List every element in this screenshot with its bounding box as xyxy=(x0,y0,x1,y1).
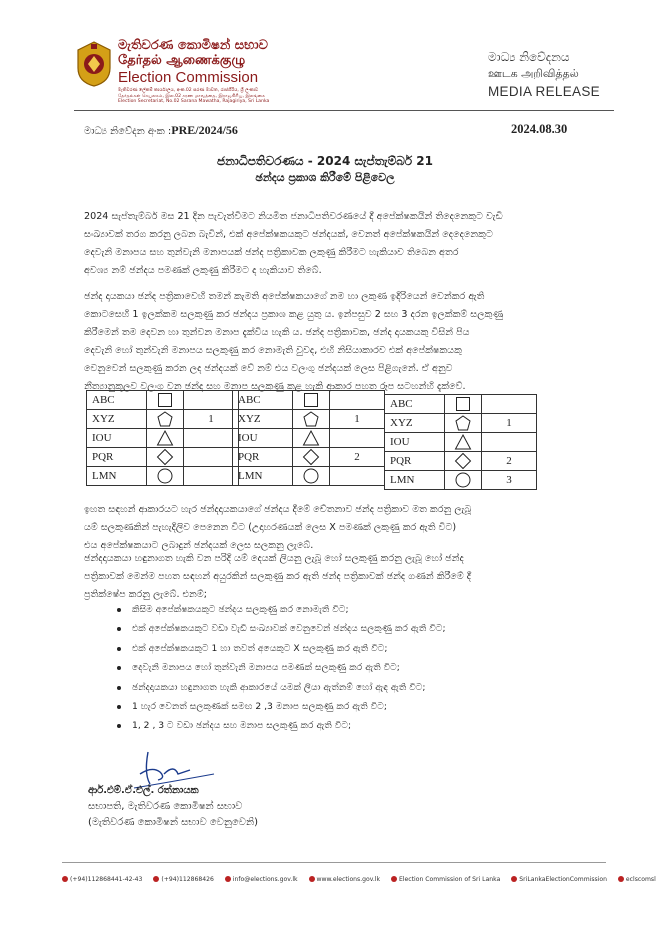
media-release-english: MEDIA RELEASE xyxy=(488,84,600,99)
list-item: දෙවැනි මනාපය හෝ තුන්වැනි මනාපය පමණක් සලකුණු කර ඇති විට; xyxy=(132,658,446,677)
preference-mark xyxy=(184,467,239,486)
reference-value: PRE/2024/56 xyxy=(171,123,238,137)
candidate-symbol xyxy=(147,467,184,486)
footer-text: info@elections.gov.lk xyxy=(232,876,298,883)
media-release-tamil: ஊடக அறிவித்தல் xyxy=(488,67,579,80)
preference-mark xyxy=(330,429,385,448)
preference-mark: 1 xyxy=(330,410,385,429)
list-item: ඡන්දදායකයා හඳුනාගත හැකි ආකාරයේ යමක් ලියා ඇත්නම් හෝ ඇඳ ඇති විට; xyxy=(132,678,446,697)
ballot-row xyxy=(233,410,385,429)
circle-icon xyxy=(302,467,320,485)
footer-website[interactable] xyxy=(309,876,381,883)
candidate-symbol xyxy=(293,410,330,429)
candidate-name: LMN xyxy=(385,471,445,490)
footer-text: SriLankaElectionCommission xyxy=(519,876,607,883)
candidate-name: PQR xyxy=(233,448,293,467)
footer-youtube[interactable] xyxy=(511,876,607,883)
header-divider xyxy=(74,110,614,111)
paragraph-line: දෙවැනි හෝ තුන්වැනි මනාපය සලකුණු කර නොමැති වුවද, එහි නිසියාකාරව එක් අපේක්ෂකයකු xyxy=(84,345,462,356)
ballot-example-3 xyxy=(384,394,537,490)
candidate-name: XYZ xyxy=(233,410,293,429)
paragraph-line: කොටසෙහි 1 ඉලක්කම සලකුණු කර ඡන්දය ප්‍රකාශ කළ යුතු ය. ඉන්පසුව 2 සහ 3 දරන ඉලක්කම් සලකුණු xyxy=(84,309,504,320)
list-item: එක් අපේක්ෂකයකුට 1 හා තවත් අයෙකුට X සලකුණු කර ඇති විට; xyxy=(132,639,446,658)
candidate-symbol xyxy=(445,471,482,490)
candidate-symbol xyxy=(293,448,330,467)
diamond-icon xyxy=(156,448,174,466)
candidate-name: PQR xyxy=(87,448,147,467)
paragraph-line: ඡන්ද දායකයා ඡන්ද පත්‍රිකාවෙහි තමන් කැමති අපේක්ෂකයාගේ නම හා ලකුණ ඉදිරියෙන් වෙන්කර ඇති xyxy=(84,291,485,302)
footer-facebook[interactable] xyxy=(391,876,500,883)
candidate-name: IOU xyxy=(233,429,293,448)
paragraph-line: ප්‍රතික්ෂේප කරනු ලැබේ. එනම්; xyxy=(84,589,207,600)
paragraph-line: වෙනුවෙන් සලකුණු කරන ලද ඡන්දයක් වේ නම් එය වලංගු ඡන්දයක් ලෙස පිළිගැනේ. ඒ අනුව xyxy=(84,363,453,374)
email-icon xyxy=(225,876,231,882)
paragraph-4 xyxy=(84,550,604,604)
candidate-name: ABC xyxy=(385,395,445,414)
ballot-row xyxy=(385,471,537,490)
list-item: 1 හැර වෙනත් සලකුණක් සමඟ 2 ,3 මනාප සලකුණු කර ඇති විට; xyxy=(132,697,446,716)
ballot-example-2 xyxy=(232,390,385,486)
ballot-row xyxy=(233,429,385,448)
square-icon xyxy=(302,391,320,409)
media-release-sinhala: මාධ්‍ය නිවේදනය xyxy=(488,50,570,64)
globe-icon xyxy=(309,876,315,882)
footer-phone xyxy=(62,876,142,883)
footer-fax xyxy=(153,876,214,883)
candidate-name: PQR xyxy=(385,452,445,471)
footer-divider xyxy=(62,862,606,863)
candidate-symbol xyxy=(147,448,184,467)
candidate-name: LMN xyxy=(233,467,293,486)
square-icon xyxy=(454,395,472,413)
ballot-row xyxy=(233,448,385,467)
org-name-tamil: தேர்தல் ஆணைக்குழு xyxy=(118,53,246,68)
release-date: 2024.08.30 xyxy=(511,122,568,136)
preference-mark xyxy=(184,448,239,467)
diamond-icon xyxy=(454,452,472,470)
candidate-symbol xyxy=(147,429,184,448)
pentagon-icon xyxy=(156,410,174,428)
rejection-conditions-list xyxy=(132,600,446,736)
paragraph-line: 2024 සැප්තැම්බර් මස 21 දින පැවැත්වීමට නියමිත ජනාධිපතිවරණයේ දී අපේක්ෂකයින් තිදෙනෙකුට වැඩි xyxy=(84,211,503,222)
signatory-title: සභාපති, මැතිවරණ කොමිෂන් සභාව xyxy=(88,801,243,812)
list-item: එක් අපේක්ෂකයකුට වඩා වැඩි සංඛ්‍යාවක් වෙනුවෙන් ඡන්දය සලකුණු කර ඇති විට; xyxy=(132,619,446,638)
candidate-name: XYZ xyxy=(87,410,147,429)
candidate-symbol xyxy=(293,429,330,448)
address-sinhala: මැතිවරණ ලේකම් කාර්යාලය, අංක.02 සරණ මාවත, රාජගිරිය, ශ්‍රී ලංකාව xyxy=(118,88,259,93)
youtube-icon xyxy=(511,876,517,882)
footer-text: Election Commission of Sri Lanka xyxy=(398,876,501,883)
square-icon xyxy=(156,391,174,409)
facebook-icon xyxy=(391,876,397,882)
paragraph-2 xyxy=(84,288,604,396)
footer-twitter[interactable] xyxy=(618,876,656,883)
candidate-symbol xyxy=(445,395,482,414)
candidate-symbol xyxy=(445,414,482,433)
paragraph-line: සංඛ්‍යාවක් තරග කරනු ලබන බැවින්, එක් අපේක්ෂකයකුට ඡන්දයක්, වෙනත් අපේක්ෂකයින් දෙදෙනෙකුට xyxy=(84,229,493,240)
paragraph-1 xyxy=(84,208,604,280)
candidate-symbol xyxy=(147,391,184,410)
org-name-sinhala: මැතිවරණ කොමිෂන් සභාව xyxy=(118,38,268,53)
ballot-row xyxy=(87,467,239,486)
preference-mark: 2 xyxy=(482,452,537,471)
document-subtitle: ඡන්දය ප්‍රකාශ කිරීමේ පිළිවෙල xyxy=(255,171,395,184)
ballot-row xyxy=(233,467,385,486)
list-item: 1, 2 , 3 ට වඩා ඡන්දය සහ මනාප සලකුණු කර ඇති විට; xyxy=(132,716,446,735)
ballot-row xyxy=(87,410,239,429)
ballot-row xyxy=(233,391,385,410)
twitter-icon xyxy=(618,876,624,882)
ballot-row xyxy=(385,433,537,452)
footer-email[interactable] xyxy=(225,876,298,883)
paragraph-line: එය අපේක්ෂකයාට ලබාදුන් ඡන්දයක් ලෙස සලකනු ලැබේ. xyxy=(84,540,314,551)
pentagon-icon xyxy=(302,410,320,428)
paragraph-line: දෙවැනි මනාපය සහ තුන්වැනි මනාපයක් ඡන්ද පත්‍රිකාවක ලකුණු කිරීමට හැකියාව තිබෙන අතර xyxy=(84,247,459,258)
ballot-row xyxy=(385,414,537,433)
org-name-english: Election Commission xyxy=(118,69,259,86)
reference-label: මාධ්‍ය නිවේදන අංක : xyxy=(84,126,172,137)
ballot-row xyxy=(87,429,239,448)
signatory-name: ආර්.එම්.ඒ.එල්. රත්නායක xyxy=(88,785,199,796)
footer-contacts xyxy=(62,876,665,883)
candidate-name: LMN xyxy=(87,467,147,486)
ballot-row xyxy=(385,452,537,471)
circle-icon xyxy=(156,467,174,485)
pentagon-icon xyxy=(454,414,472,432)
paragraph-line: යම් සලකුණකින් පැහැදිලිව පෙනෙන විට (උදාහරණයක් ලෙස X පමණක් ලකුණු කර ඇති විට) xyxy=(84,522,457,533)
preference-mark xyxy=(482,395,537,414)
triangle-icon xyxy=(156,429,174,447)
election-commission-emblem-icon xyxy=(74,40,114,88)
paragraph-line: ඡන්දදායකයා හඳුනාගත හැකි වන පරිදි යම් දෙයක් ලියනු ලැබූ හෝ සලකුණු කරනු ලැබූ හෝ ඡන්ද xyxy=(84,553,464,564)
candidate-name: IOU xyxy=(87,429,147,448)
preference-mark: 1 xyxy=(184,410,239,429)
triangle-icon xyxy=(454,433,472,451)
paragraph-line: කිරීමෙන් තම දෙවන හා තුන්වන මනාප දැක්විය හැකි ය. ඡන්ද පත්‍රිකාවක, ඡන්ද දායකයකු විසින් පිය xyxy=(84,327,470,338)
circle-icon xyxy=(454,471,472,489)
fax-icon xyxy=(153,876,159,882)
candidate-name: IOU xyxy=(385,433,445,452)
paragraph-line: අවශ්‍ය නම් ඡන්දය පමණක් ලකුණු කිරීමට ද හැකියාව තිබේ. xyxy=(84,265,322,276)
ballot-row xyxy=(87,448,239,467)
candidate-name: XYZ xyxy=(385,414,445,433)
phone-icon xyxy=(62,876,68,882)
diamond-icon xyxy=(302,448,320,466)
preference-mark: 1 xyxy=(482,414,537,433)
preference-mark xyxy=(184,391,239,410)
preference-mark: 2 xyxy=(330,448,385,467)
address-english: Election Secretariat, No.02 Sarana Mawatha, Rajagiriya, Sri Lanka xyxy=(118,99,270,104)
preference-mark xyxy=(482,433,537,452)
triangle-icon xyxy=(302,429,320,447)
preference-mark xyxy=(330,391,385,410)
paragraph-line: නීත්‍යානුකූලව වලංගු වන ඡන්ද සහ මනාප සලකුණු කළ හැකි ආකාර පහත රූප සටහන්හි දැක්වේ. xyxy=(84,381,466,392)
list-item: කිසිම අපේක්ෂකයකුට ඡන්දය සලකුණු කර නොමැති විට; xyxy=(132,600,446,619)
candidate-symbol xyxy=(293,391,330,410)
ballot-example-1 xyxy=(86,390,239,486)
ballot-row xyxy=(87,391,239,410)
document-title: ජනාධිපතිවරණය - 2024 සැප්තැම්බර් 21 xyxy=(217,154,433,168)
footer-text: (+94)112868441-42-43 xyxy=(70,876,143,883)
address-tamil: தேர்தல்கள் செயலகம், இல.02 சரண மாவத்தை, இராஜகிரிய, இலங்கை xyxy=(118,94,266,99)
ballot-row xyxy=(385,395,537,414)
paragraph-3 xyxy=(84,501,604,555)
paragraph-line: පත්‍රිකාවක් මෙන්ම පහත සඳහන් අයුරකින් සලකුණු කර ඇති ඡන්ද පත්‍රිකාවක් ඡන්ද ගණන් කිරීමේ දී xyxy=(84,571,472,582)
footer-text: www.elections.gov.lk xyxy=(316,876,381,883)
paragraph-line: ඉහත සඳහන් ආකාරයට හැර ඡන්දදායකයාගේ ඡන්දය දීමේ චේතනාව ඡන්ද පත්‍රිකාව මත කරනු ලැබූ xyxy=(84,504,472,515)
candidate-symbol xyxy=(445,452,482,471)
footer-text: (+94)112868426 xyxy=(161,876,214,883)
candidate-symbol xyxy=(147,410,184,429)
candidate-name: ABC xyxy=(233,391,293,410)
candidate-symbol xyxy=(445,433,482,452)
signatory-capacity: (මැතිවරණ කොමිෂන් සභාව වෙනුවෙනි) xyxy=(88,817,258,828)
preference-mark xyxy=(330,467,385,486)
candidate-name: ABC xyxy=(87,391,147,410)
footer-text: eclscomsl xyxy=(625,876,656,883)
preference-mark xyxy=(184,429,239,448)
preference-mark: 3 xyxy=(482,471,537,490)
candidate-symbol xyxy=(293,467,330,486)
reference-number xyxy=(84,123,238,138)
